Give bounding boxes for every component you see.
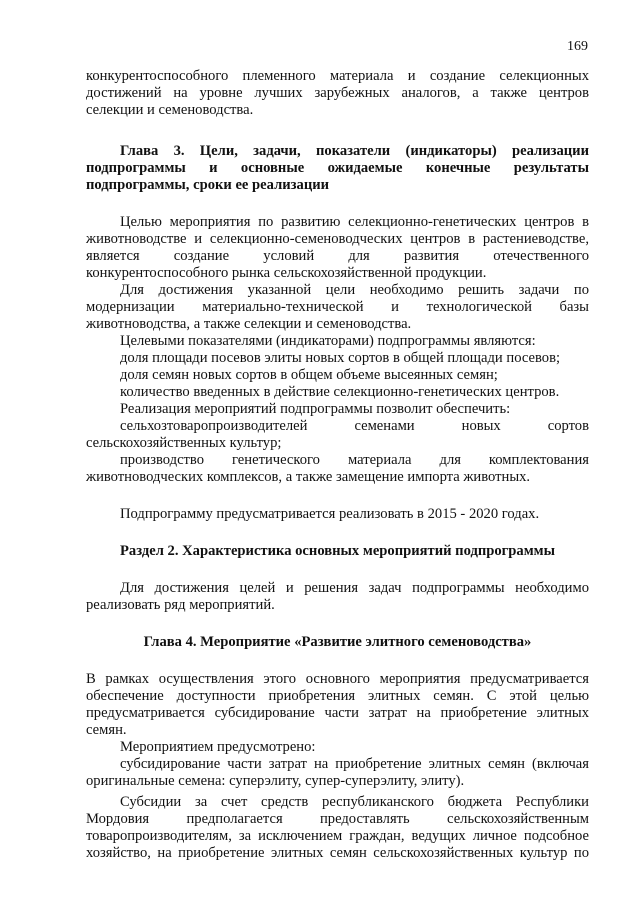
- chapter3-heading-line-1: Глава 3. Цели, задачи, показатели (индикаторы) реализации: [120, 143, 589, 159]
- intro-line-3: селекции и семеноводства.: [86, 102, 254, 118]
- indicators-heading: Целевыми показателями (индикаторами) подпрограммы являются:: [120, 333, 536, 349]
- task-line-1: Для достижения указанной цели необходимо решить задачи по: [120, 282, 589, 298]
- section2-heading: Раздел 2. Характеристика основных мероприятий подпрограммы: [120, 543, 555, 559]
- provide-item2-line-2: животноводческих комплексов, а также замещение импорта животных.: [86, 469, 531, 485]
- subsidies-line-3: товаропроизводителям, за исключением граждан, ведущих личное подсобное: [86, 828, 589, 844]
- provide-item1-line-1: сельхозтоваропроизводителей семенами новых сортов: [120, 418, 589, 434]
- page-number: 169: [567, 39, 588, 54]
- goal-line-2: животноводстве и селекционно-семеноводческих центров в растениеводстве,: [86, 231, 589, 247]
- chapter3-heading-line-2: подпрограммы и основные ожидаемые конечные результаты: [86, 160, 589, 176]
- term-text: Подпрограмму предусматривается реализовать в 2015 - 2020 годах.: [120, 506, 540, 522]
- provide-heading: Реализация мероприятий подпрограммы позволит обеспечить:: [120, 401, 511, 417]
- task-line-3: животноводства, а также селекции и семеноводства.: [86, 316, 412, 332]
- measure-line-4: семян.: [86, 722, 127, 738]
- measure-line-2: обеспечение доступности приобретения элитных семян. С этой целью: [86, 688, 589, 704]
- subsidies-line-2: Мордовия предполагается предоставлять сельскохозяйственным: [86, 811, 589, 827]
- provided-line-2: оригинальные семена: суперэлиту, супер-суперэлиту, элиту).: [86, 773, 465, 789]
- section2-text-line-2: реализовать ряд мероприятий.: [86, 597, 275, 613]
- indicator-item: доля площади посевов элиты новых сортов в общей площади посевов;: [120, 350, 561, 366]
- chapter4-heading: Глава 4. Мероприятие «Развитие элитного семеноводства»: [143, 634, 532, 650]
- intro-line-1: конкурентоспособного племенного материала и создание селекционных: [86, 68, 589, 84]
- chapter3-heading-line-3: подпрограммы, сроки ее реализации: [86, 177, 330, 193]
- task-line-2: модернизации материально-технической и технологической базы: [86, 299, 589, 315]
- intro-line-2: достижений на уровне лучших зарубежных аналогов, а также центров: [86, 85, 589, 101]
- measure-line-3: предусматривается субсидирование части затрат на приобретение элитных: [86, 705, 589, 721]
- provide-item1-line-2: сельскохозяйственных культур;: [86, 435, 282, 451]
- section2-text-line-1: Для достижения целей и решения задач подпрограммы необходимо: [120, 580, 589, 596]
- subsidies-line-4: хозяйство, на приобретение элитных семян сельскохозяйственных культур по: [86, 845, 589, 861]
- provided-line-1: субсидирование части затрат на приобретение элитных семян (включая: [120, 756, 589, 772]
- goal-line-3: является создание условий для развития отечественного: [86, 248, 589, 264]
- goal-line-4: конкурентоспособного рынка сельскохозяйственной продукции.: [86, 265, 487, 281]
- provide-item2-line-1: производство генетического материала для комплектования: [120, 452, 589, 468]
- provided-heading: Мероприятием предусмотрено:: [120, 739, 316, 755]
- goal-line-1: Целью мероприятия по развитию селекционно-генетических центров в: [120, 214, 589, 230]
- indicator-item: доля семян новых сортов в общем объеме высеянных семян;: [120, 367, 498, 383]
- indicator-item: количество введенных в действие селекционно-генетических центров.: [120, 384, 560, 400]
- measure-line-1: В рамках осуществления этого основного мероприятия предусматривается: [86, 671, 589, 687]
- subsidies-line-1: Субсидии за счет средств республиканского бюджета Республики: [120, 794, 589, 810]
